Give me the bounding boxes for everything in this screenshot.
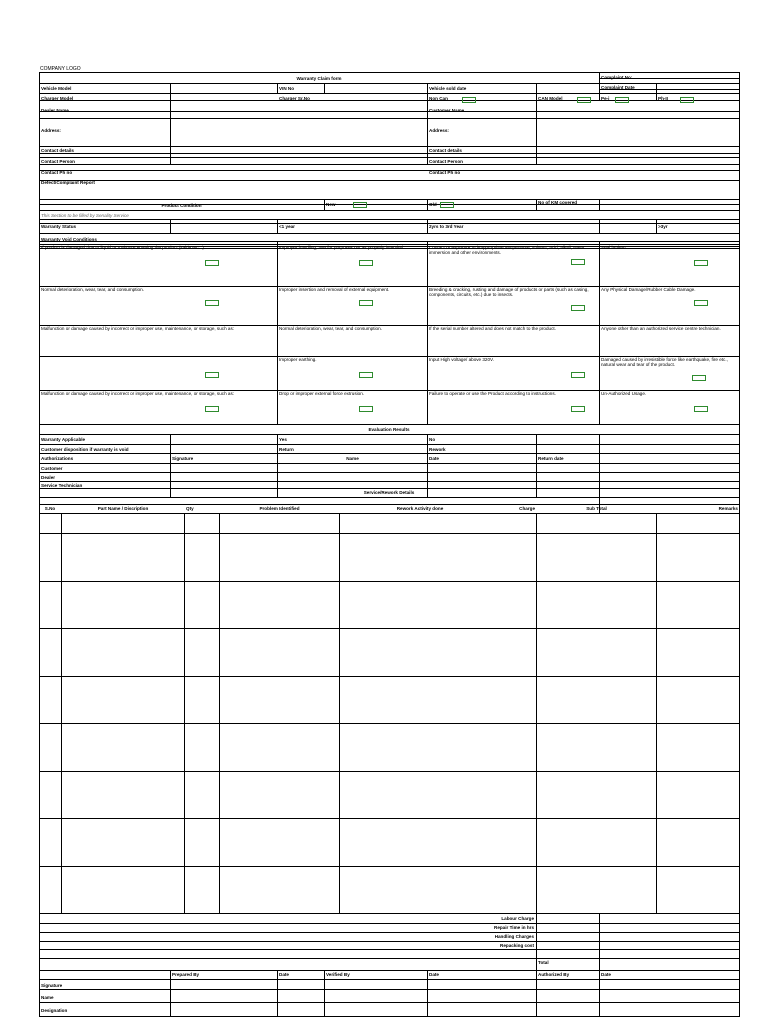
grid-line-v	[599, 219, 600, 234]
void-condition-3: Contact or exposure to inappropriate temperature, solvent, acid, alkali, water immersion and other environments.	[429, 245, 585, 255]
void-condition-5: Normal deterioration, wear, tear, and consumption.	[41, 287, 144, 292]
grid-line-h	[39, 676, 740, 677]
vin-no-label: VIN No	[279, 86, 295, 91]
grid-line-v	[277, 434, 278, 498]
repair-time-label: Repair Time in hrs	[494, 925, 534, 930]
customer-contact-person-label: Contact Person	[429, 159, 463, 164]
grid-line-h	[39, 932, 740, 933]
void-condition-14: Improper earthing.	[279, 357, 317, 362]
prepared-date-label: Date	[279, 972, 289, 977]
grid-line-v	[536, 434, 537, 498]
warranty-applicable-label: Warranty Applicable	[41, 437, 86, 442]
void-condition-4: Seal broken.	[601, 245, 627, 250]
void-condition-13	[40, 357, 276, 368]
grid-line-h	[39, 1002, 740, 1003]
void-condition-2: Improper handling, use for purposes not as properly intended.	[279, 245, 405, 250]
grid-line-h	[39, 444, 740, 445]
grid-line-v	[536, 513, 537, 914]
can-model-label: CAN Model	[538, 96, 563, 101]
non-can-label: Non Can	[429, 96, 448, 101]
col-rework-activity: Rework Activity done	[396, 506, 444, 511]
warranty-claim-form	[39, 72, 739, 1016]
void-condition-5-checkbox[interactable]	[205, 300, 219, 306]
grid-line-h	[39, 949, 740, 950]
ph-ii-checkbox[interactable]	[680, 97, 694, 103]
signature-col-label: Signature	[172, 456, 194, 461]
col-problem-identified: Problem Identified	[259, 506, 300, 511]
col-charge: Charge	[519, 506, 535, 511]
grid-line-h	[39, 210, 740, 211]
customer-contact-details-label: Contact details	[429, 148, 462, 153]
grid-line-h	[39, 866, 740, 867]
grid-line-h	[39, 83, 740, 84]
void-condition-3-checkbox[interactable]	[571, 259, 585, 265]
void-condition-16-checkbox[interactable]	[692, 375, 706, 381]
void-condition-8: Any Physical Damage/Rubber Cable Damage.	[601, 287, 696, 292]
grid-line-h	[39, 453, 740, 454]
grid-line-v	[656, 513, 657, 914]
evaluation-title: Evaluation Results	[368, 427, 410, 432]
grid-line-h	[39, 958, 740, 959]
grid-line-v	[599, 199, 600, 211]
condition-new-label: New	[326, 202, 336, 207]
grid-line-h	[39, 472, 740, 473]
void-condition-9: Malfunction or damage caused by incorrect or improper use, maintenance, or storage, such as:	[41, 326, 235, 331]
void-condition-20-checkbox[interactable]	[694, 406, 708, 412]
verified-date-label: Date	[429, 972, 439, 977]
void-condition-10: Normal deterioration, wear, tear, and consumption.	[279, 326, 382, 331]
void-condition-16: Damaged caused by irresistible force like earthquake, fire etc., natural wear and tear of the product.	[601, 357, 728, 367]
void-condition-19: Failure to operate or use the Product according to instructions.	[429, 391, 556, 396]
grid-line-v	[170, 434, 171, 498]
company-logo: COMPANY LOGO	[40, 66, 81, 72]
warranty-status-label: Warranty Status	[41, 224, 77, 229]
grid-line-h	[39, 118, 740, 119]
authorizations-label: Authorizations	[41, 456, 74, 461]
grid-line-h	[39, 989, 740, 990]
grid-line-v	[170, 83, 171, 165]
grid-line-h	[39, 923, 740, 924]
return-date-col-label: Return date	[538, 456, 564, 461]
void-condition-18: Drop or improper external force extrusion.	[279, 391, 365, 396]
name-row-label: Name	[41, 995, 54, 1000]
vehicle-sold-date-label: Vehicle sold date	[429, 86, 467, 91]
customer-disposition-label: Customer disposition if warranty is void	[41, 447, 129, 452]
dealer-name-label: Dealer Name	[41, 108, 69, 113]
grid-line-h	[39, 581, 740, 582]
authorized-by-label: Authorized By	[538, 972, 570, 977]
dealer-contact-person-label: Contact Person	[41, 159, 75, 164]
grid-line-v	[599, 913, 600, 971]
void-condition-15: Input High voltage/ above 320V.	[429, 357, 494, 362]
form-title: Warranty Claim form	[296, 76, 342, 81]
yes-label: Yes	[279, 437, 287, 442]
void-condition-14-checkbox[interactable]	[359, 372, 373, 378]
grid-line-v	[61, 513, 62, 914]
col-part-name: Part Name / Discription	[97, 506, 149, 511]
void-condition-18-checkbox[interactable]	[359, 406, 373, 412]
void-condition-1-checkbox[interactable]	[205, 260, 219, 266]
section-note: This Section to be filled by Senality Service	[41, 213, 129, 218]
vehicle-model-label: Vehicle Model	[41, 86, 72, 91]
grid-line-v	[427, 434, 428, 498]
complaint-no-label: Complaint No:	[601, 75, 633, 80]
grid-line-h	[39, 533, 740, 534]
grid-line-h	[39, 497, 740, 498]
grid-line-v	[170, 219, 171, 234]
col-remarks: Remarks	[718, 506, 738, 511]
grid-line-h	[39, 979, 740, 980]
void-condition-13-checkbox[interactable]	[205, 372, 219, 378]
col-sub-total: Sub Total	[586, 506, 607, 511]
pe-i-label: Pe-i	[601, 96, 610, 101]
authorized-date-label: Date	[601, 972, 611, 977]
repacking-cost-label: Repacking cost	[500, 943, 534, 948]
no-label: No	[429, 437, 436, 442]
col-qty: Qty	[186, 506, 194, 511]
grid-line-h	[39, 818, 740, 819]
grid-line-h	[39, 723, 740, 724]
grid-line-h	[39, 434, 740, 435]
km-covered-label: No of KM covered	[538, 200, 578, 205]
grid-line-h	[39, 513, 740, 514]
labour-charge-label: Labour Charge	[501, 916, 534, 921]
grid-line-h	[39, 157, 740, 158]
product-condition-label: Product Condition	[161, 203, 202, 208]
customer-address-label: Address:	[429, 128, 449, 133]
total-label: Total	[538, 960, 549, 965]
service-technician-row-label: Service Technician	[41, 483, 83, 488]
customer-name-label: Customer Name	[429, 108, 465, 113]
condition-new-checkbox[interactable]	[353, 202, 367, 208]
date-col-label: Date	[429, 456, 439, 461]
grid-line-v	[599, 434, 600, 514]
grid-line-h	[39, 913, 740, 914]
can-model-checkbox[interactable]	[577, 97, 591, 103]
void-condition-2-checkbox[interactable]	[359, 260, 373, 266]
void-condition-1: If product is damaged due to liquid or moisture entering the product (saltie etc...).	[41, 245, 206, 250]
grid-line-h	[39, 424, 740, 425]
ph-ii-label: Ph-II	[658, 96, 668, 101]
grid-line-v	[219, 513, 220, 914]
grid-line-h	[39, 233, 740, 234]
grid-line-h	[39, 504, 740, 505]
grid-line-h	[39, 72, 740, 73]
customer-row-label: Customer	[41, 466, 63, 471]
void-condition-6: Improper insertion and removal of external equipment.	[279, 287, 390, 292]
void-condition-7: Breeding & cracking, rusting and damage of products or parts (such as casing, components, circuits, etc.) due to insects.	[429, 287, 589, 297]
signature-row-label: Signature	[41, 983, 63, 988]
grid-line-h	[39, 463, 740, 464]
void-conditions-title: Warranty Void Conditions	[41, 237, 97, 242]
handling-charges-label: Handling Charges	[494, 934, 534, 939]
complaint-date-label: Complaint Date	[601, 85, 635, 90]
grid-line-v	[324, 83, 325, 94]
rework-label: Rework	[429, 447, 446, 452]
dealer-address-label: Address:	[41, 128, 61, 133]
grid-line-v	[739, 72, 740, 1017]
grid-line-h	[39, 481, 740, 482]
verified-by-label: Verified By	[326, 972, 350, 977]
non-can-checkbox[interactable]	[462, 97, 476, 103]
charger-sr-no-label: Charger Sr.No	[279, 96, 310, 101]
designation-row-label: Designation	[41, 1008, 68, 1013]
grid-line-h	[39, 970, 740, 971]
under-1-year-label: <1 year	[279, 224, 295, 229]
grid-line-h	[39, 146, 740, 147]
condition-old-checkbox[interactable]	[440, 202, 454, 208]
grid-line-h	[39, 771, 740, 772]
customer-contact-phone-label: Contact Ph no	[429, 170, 461, 175]
name-col-label: Name	[346, 456, 359, 461]
void-condition-15-checkbox[interactable]	[571, 372, 585, 378]
dealer-contact-phone-label: Contact Ph no	[41, 170, 73, 175]
defect-report-label: Defect/Complaint Report	[41, 180, 95, 185]
grid-line-h	[39, 199, 740, 200]
dealer-row-label: Dealer	[41, 475, 56, 480]
dealer-contact-details-label: Contact details	[41, 148, 74, 153]
over-3-years-label: >3yr	[658, 224, 668, 229]
charger-model-label: Charger Model	[41, 96, 74, 101]
void-condition-6-checkbox[interactable]	[359, 300, 373, 306]
grid-line-h	[39, 93, 740, 94]
grid-line-h	[39, 628, 740, 629]
two-to-three-years-label: 2yrs to 3rd Year	[429, 224, 464, 229]
grid-line-h	[39, 941, 740, 942]
void-condition-4-checkbox[interactable]	[694, 260, 708, 266]
void-condition-8-checkbox[interactable]	[694, 300, 708, 306]
pe-i-checkbox[interactable]	[615, 97, 629, 103]
void-condition-12: Anyone other than an authorized service centre technician.	[601, 326, 721, 331]
return-label: Return	[279, 447, 294, 452]
prepared-by-label: Prepared By	[172, 972, 200, 977]
condition-old-label: Old	[429, 202, 437, 207]
void-condition-20: Un-Authorized Usage.	[601, 391, 647, 396]
col-sno: S.No	[44, 506, 56, 511]
void-condition-19-checkbox[interactable]	[571, 406, 585, 412]
void-condition-17: Malfunction or damage caused by incorrect or improper use, maintenance, or storage, such as:	[41, 391, 235, 396]
grid-line-h	[39, 219, 740, 220]
grid-line-v	[184, 513, 185, 914]
service-title: Service/Rework Details	[363, 490, 415, 495]
void-condition-11: If the serial number altered and does not match to the product.	[429, 326, 556, 331]
grid-line-v	[339, 513, 340, 914]
void-condition-17-checkbox[interactable]	[205, 406, 219, 412]
void-condition-7-checkbox[interactable]	[571, 305, 585, 311]
grid-line-h	[39, 1016, 740, 1017]
